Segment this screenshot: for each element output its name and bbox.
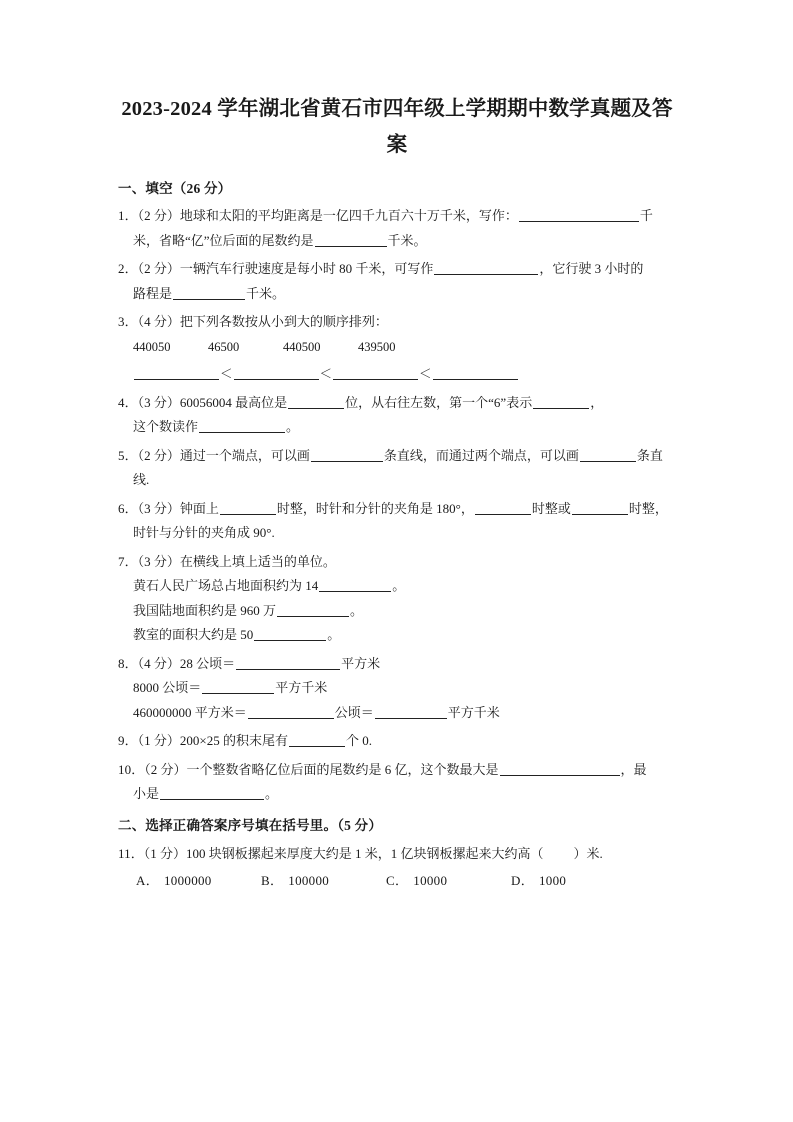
- question-7-sub2-end: 。: [350, 602, 364, 618]
- question-11-option-c-text: 10000: [413, 873, 448, 889]
- question-10-dot: ．: [131, 761, 145, 777]
- question-7-blank-3[interactable]: [254, 628, 326, 641]
- question-4-text-c: ，: [590, 394, 604, 410]
- question-2-blank-1[interactable]: [434, 262, 538, 275]
- question-9: [118, 731, 676, 752]
- question-8-subline-3: [118, 703, 676, 724]
- question-2-line-1: [118, 259, 676, 280]
- question-7-text-a: 在横线上填上适当的单位。: [179, 553, 336, 569]
- question-9-line-1: [118, 731, 676, 752]
- question-8: [118, 654, 676, 724]
- question-1-number: 1: [118, 208, 125, 224]
- question-6-blank-2[interactable]: [475, 502, 531, 515]
- question-8-blank-1[interactable]: [236, 657, 340, 670]
- question-10: [118, 760, 676, 805]
- question-10-blank-1[interactable]: [500, 763, 620, 776]
- question-11-option-c[interactable]: [386, 871, 511, 892]
- question-9-blank-1[interactable]: [289, 734, 345, 747]
- question-11-option-a[interactable]: [136, 871, 261, 892]
- question-1-text-a: 地球和太阳的平均距离是一亿四千九百六十万千米，写作：: [179, 208, 518, 224]
- question-2-marks: （2 分）: [137, 261, 180, 277]
- question-3-value-2: 46500: [208, 340, 240, 354]
- question-5-blank-2[interactable]: [580, 449, 636, 462]
- question-11-option-b-text: 100000: [288, 873, 330, 889]
- question-3-value-4: 439500: [358, 340, 396, 354]
- question-4-text-a: 60056004 最高位是: [179, 394, 288, 410]
- question-3-sign-3: ＜: [419, 366, 432, 381]
- question-7-sub1-end: 。: [392, 578, 406, 594]
- question-8-sub3-text: 460000000 平方米＝: [133, 704, 247, 720]
- question-3-marks: （4 分）: [137, 314, 180, 330]
- question-10-text-a: 一个整数省略亿位后面的尾数约是 6 亿，这个数最大是: [186, 761, 499, 777]
- question-5-line-2: [118, 470, 676, 491]
- question-9-text-a: 200×25 的积末尾有: [179, 733, 288, 749]
- question-11-options: [118, 871, 676, 892]
- question-11-number: 11: [118, 845, 131, 861]
- question-10-line-1: [118, 760, 676, 781]
- question-8-number: 8: [118, 655, 125, 671]
- question-2-number: 2: [118, 261, 125, 277]
- question-7-sub1-text: 黄石人民广场总占地面积约为 14: [133, 578, 319, 594]
- question-7-blank-2[interactable]: [277, 604, 349, 617]
- question-5-marks: （2 分）: [137, 447, 180, 463]
- question-4-blank-3[interactable]: [199, 420, 285, 433]
- question-6-blank-3[interactable]: [572, 502, 628, 515]
- question-7-subline-1: [118, 576, 676, 597]
- question-1-blank-2[interactable]: [315, 234, 387, 247]
- question-4-blank-2[interactable]: [533, 396, 589, 409]
- question-5-dot: ．: [124, 447, 138, 463]
- question-3-sign-1: ＜: [220, 366, 233, 381]
- question-1-marks: （2 分）: [137, 208, 180, 224]
- question-10-number: 10: [118, 761, 132, 777]
- question-1-text-d: 千米。: [387, 232, 427, 248]
- question-4-text-e: 。: [286, 419, 300, 435]
- question-4-blank-1[interactable]: [288, 396, 344, 409]
- question-5-text-a: 通过一个端点，可以画: [179, 447, 310, 463]
- question-3-value-3: 440500: [283, 340, 321, 354]
- question-8-blank-4[interactable]: [375, 706, 447, 719]
- question-11-option-b-letter: B．: [261, 873, 284, 889]
- question-7-blank-1[interactable]: [319, 579, 391, 592]
- question-1: [118, 206, 676, 251]
- question-10-text-d: 。: [265, 786, 279, 802]
- question-2-line-2: [118, 284, 676, 305]
- question-7-dot: ．: [124, 553, 138, 569]
- question-6-text-c: 时整或: [531, 500, 571, 516]
- question-3-blank-3[interactable]: [333, 367, 418, 380]
- question-7-subline-2: [118, 601, 676, 622]
- question-11-dot: ．: [130, 845, 144, 861]
- question-10-blank-2[interactable]: [160, 788, 264, 801]
- question-5-line-1: [118, 446, 676, 467]
- question-7-sub2-text: 我国陆地面积约是 960 万: [133, 602, 277, 618]
- question-8-sub2-text: 8000 公顷＝: [133, 680, 202, 696]
- question-6-number: 6: [118, 500, 125, 516]
- question-7-sub3-text: 教室的面积大约是 50: [133, 627, 254, 643]
- question-11-option-d-letter: D．: [511, 873, 534, 889]
- question-11-option-d-text: 1000: [539, 873, 567, 889]
- question-2: [118, 259, 676, 304]
- question-8-text-b: 平方米: [341, 655, 381, 671]
- question-1-line-2: [118, 231, 676, 252]
- question-2-blank-2[interactable]: [173, 287, 245, 300]
- question-3-compare-row: [118, 364, 676, 385]
- question-2-text-c: 路程是: [133, 285, 173, 301]
- question-4-dot: ．: [124, 394, 138, 410]
- question-1-line-1: [118, 206, 676, 227]
- question-3-blank-2[interactable]: [234, 367, 319, 380]
- question-3-number-list: [118, 337, 676, 358]
- question-11-option-a-letter: A．: [136, 873, 159, 889]
- question-9-marks: （1 分）: [137, 733, 180, 749]
- question-8-blank-3[interactable]: [248, 706, 334, 719]
- question-2-text-b: ，它行驶 3 小时的: [539, 261, 644, 277]
- question-5-text-d: 线.: [133, 472, 150, 488]
- question-3-text-a: 把下列各数按从小到大的顺序排列：: [179, 314, 388, 330]
- question-2-dot: ．: [124, 261, 138, 277]
- question-10-marks: （2 分）: [144, 761, 187, 777]
- question-6-line-2: [118, 523, 676, 544]
- question-8-sub3-end: 平方千米: [447, 704, 500, 720]
- question-11-line-1: [118, 844, 676, 865]
- question-8-text-a: 28 公顷＝: [179, 655, 236, 671]
- question-4-number: 4: [118, 394, 125, 410]
- section-heading-multiple-choice: 二、选择正确答案序号填在括号里。（5 分）: [118, 818, 383, 833]
- question-6-line-1: [118, 499, 676, 520]
- page-content: [118, 92, 676, 900]
- question-3: [118, 312, 676, 384]
- question-4: [118, 393, 676, 438]
- question-10-text-b: ，最: [620, 761, 647, 777]
- question-5-text-c: 条直: [636, 447, 663, 463]
- question-7: [118, 552, 676, 646]
- question-8-line-1: [118, 654, 676, 675]
- question-8-sub2-end: 平方千米: [275, 680, 328, 696]
- question-11-option-c-letter: C．: [386, 873, 409, 889]
- question-6-dot: ．: [124, 500, 138, 516]
- question-3-sign-2: ＜: [319, 366, 333, 381]
- question-9-dot: ．: [124, 733, 138, 749]
- page-title: 2023-2024 学年湖北省黄石市四年级上学期期中数学真题及答案: [121, 98, 673, 156]
- question-6-text-a: 钟面上: [179, 500, 219, 516]
- question-5-number: 5: [118, 447, 125, 463]
- question-8-dot: ．: [124, 655, 138, 671]
- question-5-blank-1[interactable]: [311, 449, 383, 462]
- question-3-blank-4[interactable]: [433, 367, 518, 380]
- question-11-option-a-text: 1000000: [164, 873, 212, 889]
- question-10-line-2: [118, 784, 676, 805]
- question-6-marks: （3 分）: [137, 500, 180, 516]
- question-1-blank-1[interactable]: [519, 209, 639, 222]
- question-1-text-c: 米，省略“亿”位后面的尾数约是: [133, 232, 314, 248]
- question-8-sub3-mid: 公顷＝: [334, 704, 374, 720]
- question-9-number: 9: [118, 733, 125, 749]
- question-7-subline-3: [118, 625, 676, 646]
- question-8-subline-2: [118, 678, 676, 699]
- question-1-text-b: 千: [639, 208, 653, 224]
- question-11: [118, 844, 676, 892]
- question-5: [118, 446, 676, 491]
- question-3-blank-1[interactable]: [134, 367, 219, 380]
- question-4-line-2: [118, 417, 676, 438]
- question-7-line-1: [118, 552, 676, 573]
- question-4-marks: （3 分）: [137, 394, 180, 410]
- question-6: [118, 499, 676, 544]
- question-6-text-b: 时整，时针和分针的夹角是 180°，: [276, 500, 474, 516]
- question-9-text-b: 个 0.: [345, 733, 372, 749]
- question-8-marks: （4 分）: [137, 655, 180, 671]
- question-6-blank-1[interactable]: [220, 502, 276, 515]
- question-3-value-1: 440050: [133, 340, 171, 354]
- question-3-line-1: [118, 312, 676, 333]
- section-heading-fill-in-blank: 一、填空（26 分）: [118, 180, 232, 196]
- question-2-text-a: 一辆汽车行驶速度是每小时 80 千米，可写作: [179, 261, 434, 277]
- question-6-text-d: 时整，: [628, 500, 668, 516]
- question-7-marks: （3 分）: [137, 553, 180, 569]
- question-8-blank-2[interactable]: [202, 681, 274, 694]
- question-4-line-1: [118, 393, 676, 414]
- question-7-sub3-end: 。: [327, 627, 341, 643]
- question-4-text-b: 位，从右往左数，第一个“6”表示: [345, 394, 533, 410]
- question-2-text-d: 千米。: [246, 285, 286, 301]
- question-7-number: 7: [118, 553, 125, 569]
- question-3-number: 3: [118, 314, 125, 330]
- question-3-dot: ．: [124, 314, 138, 330]
- question-11-marks: （1 分）: [143, 845, 186, 861]
- question-10-text-c: 小是: [133, 786, 160, 802]
- question-11-text-a: 100 块钢板摞起来厚度大约是 1 米，1 亿块钢板摞起来大约高（: [186, 845, 544, 861]
- question-11-text-b: ）米.: [573, 845, 603, 861]
- question-4-text-d: 这个数读作: [133, 419, 199, 435]
- question-11-option-d[interactable]: [511, 871, 636, 892]
- question-6-text-e: 时针与分针的夹角成 90°.: [133, 525, 275, 541]
- question-5-text-b: 条直线，而通过两个端点，可以画: [383, 447, 579, 463]
- question-11-option-b[interactable]: [261, 871, 386, 892]
- question-1-dot: ．: [124, 208, 138, 224]
